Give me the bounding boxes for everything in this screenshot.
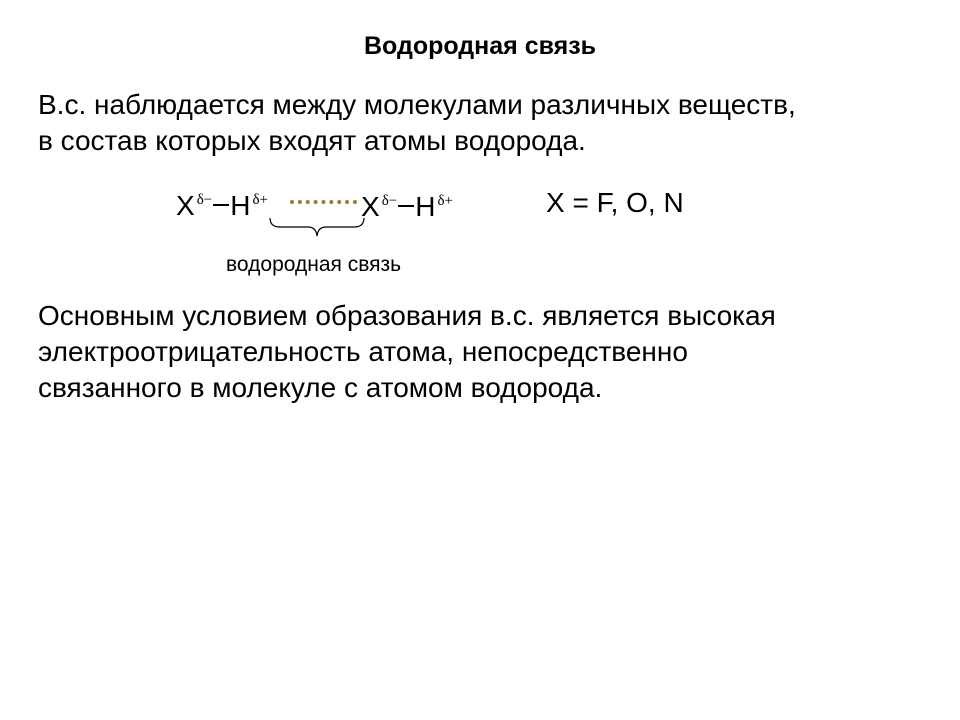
covalent-bond — [213, 204, 229, 206]
covalent-bond — [398, 205, 414, 207]
brace-icon — [268, 216, 366, 240]
slide-title: Водородная связь — [363, 32, 597, 60]
x-definition: X = F, O, N — [546, 187, 684, 218]
partial-charge-positive: δ+ — [437, 193, 453, 209]
partial-charge-positive: δ+ — [252, 192, 268, 208]
hydrogen-bond-caption: водородная связь — [226, 253, 402, 276]
molecule-1 — [176, 184, 268, 222]
atom-x: X — [361, 191, 380, 222]
condition-paragraph: Основным условием образования в.с. является высокая электроотрицательность атома, непосредственно связанного в молекуле с атомом водорода. — [38, 300, 776, 403]
molecule-2 — [361, 185, 453, 223]
atom-h: H — [230, 190, 251, 221]
atom-h: H — [415, 191, 436, 222]
hydrogen-bond-dotted-line — [290, 200, 357, 204]
partial-charge-negative: δ− — [196, 192, 213, 208]
partial-charge-negative: δ− — [381, 193, 398, 209]
intro-paragraph: В.с. наблюдается между молекулами различных веществ, в состав которых входят атомы водорода. — [38, 89, 796, 156]
atom-x: X — [176, 190, 195, 221]
